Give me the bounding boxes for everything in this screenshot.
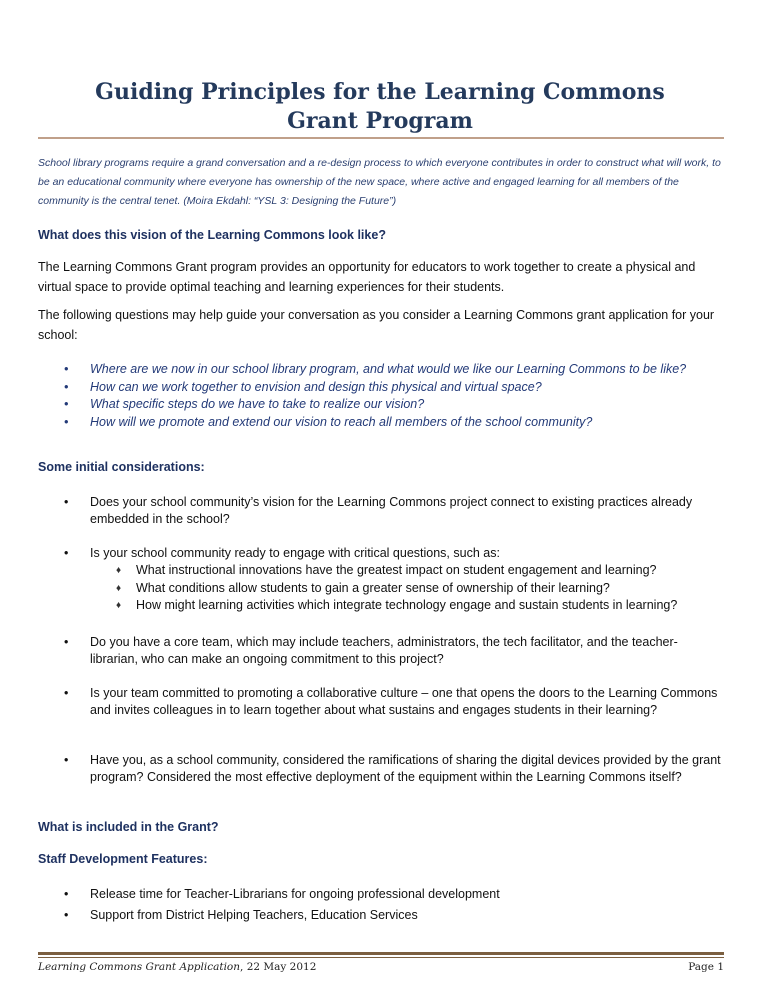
- list-item-text: Is your school community ready to engage with critical questions, such as:: [90, 546, 500, 560]
- footer-date: , 22 May 2012: [240, 961, 317, 973]
- footer-divider-thick: [38, 952, 724, 955]
- page-title: [40, 78, 720, 136]
- vision-paragraph-2: The following questions may help guide your conversation as you consider a Learning Commons grant application for your school:: [38, 308, 715, 342]
- considerations-item-3: [62, 634, 722, 668]
- intro-quote: School library programs require a grand conversation and a re-design process to which everyone contributes in order to construct what will work, to be an educational community where everyone has ownership of the new space, where active and engaged learning for all members of the community is the central tenet. (Moira Ekdahl: “YSL 3: Designing the Future”): [38, 157, 721, 207]
- considerations-item-1: [62, 494, 722, 528]
- title-divider: [38, 137, 724, 139]
- list-item: • Release time for Teacher-Librarians for ongoing professional development: [62, 884, 722, 905]
- footer-doc-title: Learning Commons Grant Application: [38, 961, 241, 973]
- list-item: • How will we promote and extend our vision to reach all members of the school community?: [62, 414, 722, 432]
- list-item: • Support from District Helping Teachers, Education Services: [62, 905, 722, 926]
- considerations-item-5: [62, 752, 722, 786]
- guiding-questions-list: [62, 361, 722, 431]
- staff-development-list: [62, 884, 722, 926]
- title-line-2: Grant Program: [287, 108, 473, 134]
- critical-questions-list: [90, 562, 722, 615]
- title-line-1: Guiding Principles for the Learning Commons: [95, 79, 665, 105]
- list-item: • How can we work together to envision and design this physical and virtual space?: [62, 379, 722, 397]
- list-item: • Do you have a core team, which may include teachers, administrators, the tech facilitator, and the teacher-librarian, who can make an ongoing commitment to this project?: [62, 634, 722, 668]
- page-number: Page 1: [688, 961, 724, 973]
- list-item: • Is your team committed to promoting a collaborative culture – one that opens the doors to the Learning Commons and invites colleagues in to learn together about what sustains and engages students in their learning?: [62, 685, 722, 719]
- footer-divider-thin: [38, 957, 724, 958]
- diamond-list-item: ♦ What instructional innovations have the greatest impact on student engagement and learning?: [110, 562, 722, 580]
- list-item: • What specific steps do we have to take to realize our vision?: [62, 396, 722, 414]
- list-item: • Where are we now in our school library program, and what would we like our Learning Commons to be like?: [62, 361, 722, 379]
- vision-heading: What does this vision of the Learning Commons look like?: [38, 228, 386, 242]
- diamond-list-item: ♦ What conditions allow students to gain a greater sense of ownership of their learning?: [110, 580, 722, 598]
- considerations-item-2: [62, 545, 722, 615]
- diamond-list-item: ♦ How might learning activities which integrate technology engage and sustain students in learning?: [110, 597, 722, 615]
- considerations-item-4: [62, 685, 722, 719]
- footer-doc-info: [38, 961, 316, 973]
- list-item: • Does your school community’s vision for the Learning Commons project connect to existing practices already embedded in the school?: [62, 494, 722, 528]
- vision-paragraph-1: The Learning Commons Grant program provides an opportunity for educators to work together to create a physical and virtual space to provide optimal teaching and learning experiences for their students.: [38, 260, 696, 294]
- list-item: [62, 545, 722, 615]
- considerations-heading: Some initial considerations:: [38, 460, 205, 474]
- grant-heading: What is included in the Grant?: [38, 820, 219, 834]
- list-item: • Have you, as a school community, considered the ramifications of sharing the digital devices provided by the grant program? Considered the most effective deployment of the equipment within the Learning Commons itself?: [62, 752, 722, 786]
- staff-development-heading: Staff Development Features:: [38, 852, 208, 866]
